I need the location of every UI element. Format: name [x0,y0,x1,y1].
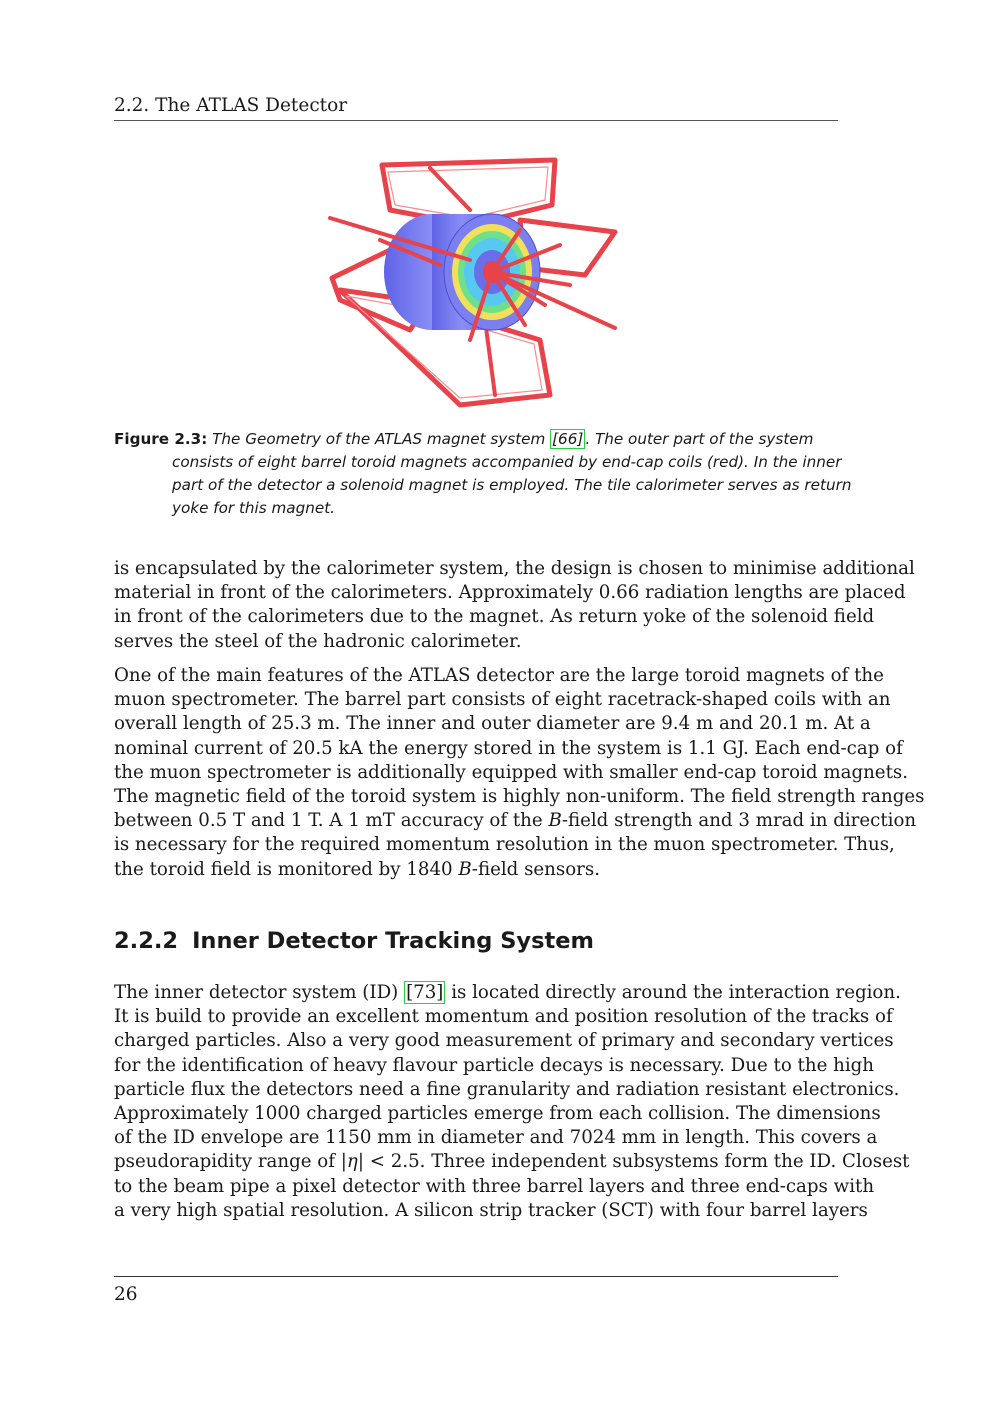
text-line: of the ID envelope are 1150 mm in diameter and 7024 mm in length. This covers a [114,1127,878,1149]
caption-citation-link[interactable]: [66] [552,430,584,448]
caption-line-1: The Geometry of the ATLAS magnet system [212,430,551,448]
text-line: to the beam pipe a pixel detector with three barrel layers and three end-caps with [114,1175,875,1197]
text-fragment: between 0.5 T and 1 T. A 1 mT accuracy of the [114,810,549,832]
text-fragment: -field strength and 3 mrad in direction [561,810,917,832]
page-number: 26 [114,1284,138,1305]
footer-rule [114,1276,838,1277]
text-line: the muon spectrometer is additionally equipped with smaller end-cap toroid magnets. [114,761,908,783]
magnet-system-figure [320,150,630,420]
text-line: overall length of 25.3 m. The inner and outer diameter are 9.4 m and 20.1 m. At a [114,713,871,735]
text-line: serves the steel of the hadronic calorimeter. [114,630,522,652]
paragraph-solenoid [114,557,915,654]
caption-line-1-end: . The outer part of the system [585,430,814,448]
text-line: is necessary for the required momentum resolution in the muon spectrometer. Thus, [114,834,895,856]
text-fragment: The inner detector system (ID) [114,982,405,1003]
text-line: in front of the calorimeters due to the magnet. As return yoke of the solenoid field [114,606,875,628]
text-line [114,809,917,833]
text-line [114,1150,910,1174]
b-symbol: B [548,810,562,832]
text-fragment: -field sensors. [471,858,600,880]
section-heading [114,926,838,956]
text-line: nominal current of 20.5 kA the energy stored in the system is 1.1 GJ. Each end-cap of [114,737,903,759]
paragraph-inner-detector [114,981,910,1223]
paragraph-toroid [114,664,925,882]
figure-caption [114,428,852,520]
section-title: Inner Detector Tracking System [192,928,594,954]
text-line: It is build to provide an excellent momentum and position resolution of the tracks of [114,1006,893,1028]
citation-link[interactable]: [73] [406,982,444,1003]
caption-line-2: consists of eight barrel toroid magnets accompanied by end-cap coils (red). In the inner [172,453,842,471]
text-fragment: the toroid field is monitored by 1840 [114,858,459,880]
caption-line-4: yoke for this magnet. [172,499,335,517]
text-line [114,858,838,882]
text-line [114,981,901,1005]
text-line: charged particles. Also a very good measurement of primary and secondary vertices [114,1030,894,1052]
text-fragment: pseudorapidity range of | [114,1151,347,1173]
text-line: One of the main features of the ATLAS detector are the large toroid magnets of the [114,665,884,686]
figure-label: Figure 2.3: [114,430,208,448]
text-line: a very high spatial resolution. A silicon strip tracker (SCT) with four barrel layers [114,1199,868,1221]
section-number: 2.2.2 [114,928,179,954]
text-line: particle flux the detectors need a fine granularity and radiation resistant electronics. [114,1078,900,1100]
text-line: Approximately 1000 charged particles emerge from each collision. The dimensions [114,1103,881,1125]
text-line: muon spectrometer. The barrel part consists of eight racetrack-shaped coils with an [114,689,891,711]
text-fragment: is located directly around the interaction region. [445,982,901,1003]
text-line: is encapsulated by the calorimeter system, the design is chosen to minimise additional [114,558,915,579]
b-symbol: B [458,858,472,880]
running-head: 2.2. The ATLAS Detector [114,94,838,121]
eta-symbol: η [346,1151,358,1173]
text-line: for the identification of heavy flavour particle decays is necessary. Due to the high [114,1054,875,1076]
caption-line-3: part of the detector a solenoid magnet is employed. The tile calorimeter serves as return [172,476,852,494]
text-line: The magnetic field of the toroid system is highly non-uniform. The field strength ranges [114,786,925,808]
text-fragment: | < 2.5. Three independent subsystems form the ID. Closest [357,1151,910,1173]
text-line: material in front of the calorimeters. Approximately 0.66 radiation lengths are placed [114,582,906,604]
magnet-system-drawing [320,150,630,420]
